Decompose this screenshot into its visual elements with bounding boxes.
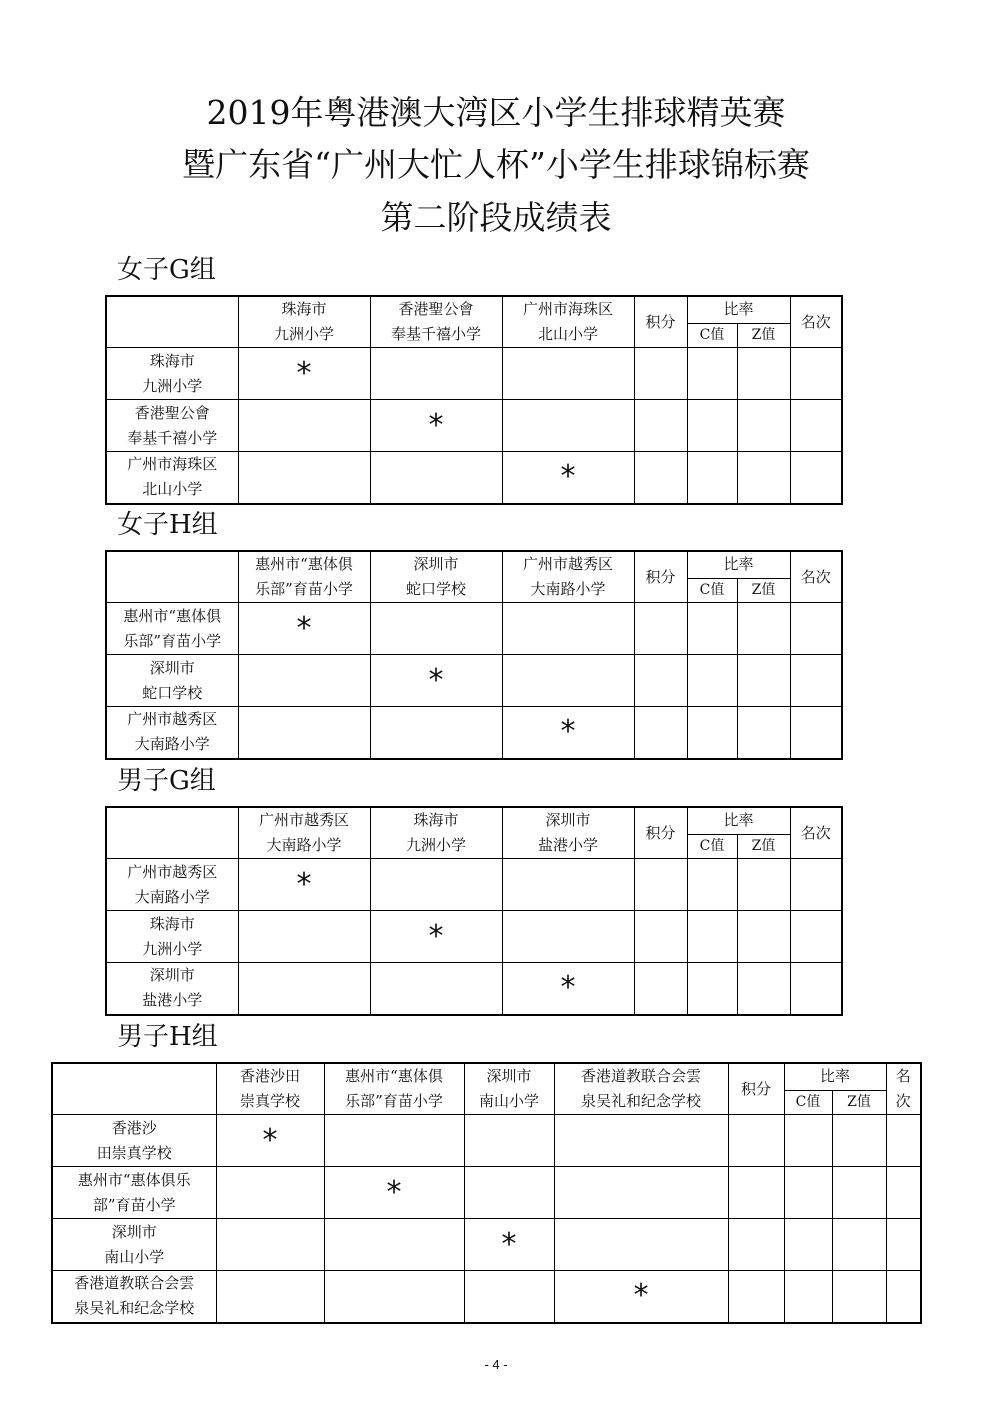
page-number: - 4 - — [484, 1357, 508, 1372]
z-value-cell — [737, 707, 790, 759]
cell-line-1: 深圳市 — [413, 555, 459, 573]
self-match-cell: * — [464, 1219, 554, 1271]
z-value-cell — [737, 452, 790, 504]
z-value-header: Z值 — [737, 834, 790, 858]
corner-cell — [106, 551, 238, 603]
points-cell — [728, 1167, 784, 1219]
table-row — [52, 1167, 921, 1219]
rank-cell — [790, 859, 842, 911]
cell-line-1: 深圳市 — [149, 966, 195, 985]
match-result-cell — [216, 1271, 324, 1323]
corner-cell — [52, 1063, 216, 1115]
points-cell — [634, 452, 687, 504]
cell-line-1: 香港聖公會 — [134, 403, 210, 422]
cell-line-2: 大南路小学 — [134, 735, 210, 754]
row-header-team — [106, 400, 238, 452]
table-row — [106, 707, 842, 759]
match-result-cell — [324, 1271, 464, 1323]
table-row — [106, 963, 842, 1015]
match-result-cell — [216, 1167, 324, 1219]
z-value-cell — [832, 1167, 886, 1219]
match-result-cell — [238, 707, 370, 759]
match-result-cell — [238, 400, 370, 452]
cell-line-1: 深圳市 — [545, 811, 591, 829]
points-cell — [634, 911, 687, 963]
ratio-header: 比率 — [784, 1063, 886, 1090]
cell-line-1: 珠海市 — [413, 811, 459, 829]
c-value-header: C值 — [784, 1090, 832, 1114]
cell-line-2: 南山小学 — [478, 1092, 539, 1110]
cell-line-2: 乐部”育苗小学 — [255, 580, 353, 598]
header-row — [52, 1063, 921, 1090]
column-header-team — [370, 296, 502, 348]
self-match-cell: * — [370, 911, 502, 963]
results-table — [105, 806, 843, 1016]
table-row — [106, 348, 842, 400]
row-header-team — [52, 1115, 216, 1167]
cell-line-2: 九洲小学 — [142, 939, 203, 958]
match-result-cell — [554, 1167, 728, 1219]
cell-line-2: 南山小学 — [104, 1247, 165, 1266]
column-header-team — [370, 551, 502, 603]
doc-title-line3: 第二阶段成绩表 — [380, 198, 612, 237]
cell-line-1: 广州市越秀区 — [258, 811, 349, 829]
header-row — [106, 807, 842, 834]
c-value-cell — [687, 859, 737, 911]
match-result-cell — [370, 603, 502, 655]
cell-line-2: 盐港小学 — [537, 836, 598, 854]
column-header-team — [238, 807, 370, 859]
points-cell — [728, 1219, 784, 1271]
column-header-team — [216, 1063, 324, 1115]
row-header-team — [106, 603, 238, 655]
cell-line-1: 惠州市“惠体俱 — [255, 555, 353, 573]
cell-line-2: 盐港小学 — [142, 991, 203, 1010]
cell-line-2: 奉基千禧小学 — [127, 428, 218, 447]
match-result-cell — [238, 911, 370, 963]
points-cell — [634, 348, 687, 400]
points-header: 积分 — [634, 296, 687, 348]
table-row — [106, 452, 842, 504]
c-value-header: C值 — [687, 578, 737, 602]
corner-cell — [106, 807, 238, 859]
self-match-cell: * — [216, 1115, 324, 1167]
match-result-cell — [502, 859, 634, 911]
match-result-cell — [216, 1219, 324, 1271]
cell-line-2: 大南路小学 — [266, 836, 342, 854]
match-result-cell — [502, 911, 634, 963]
match-result-cell — [502, 655, 634, 707]
cell-line-1: 深圳市 — [486, 1067, 532, 1085]
group-label: 女子G组 — [117, 255, 216, 285]
match-result-cell — [502, 603, 634, 655]
rank-cell — [790, 603, 842, 655]
cell-line-2: 泉吴礼和纪念学校 — [74, 1299, 195, 1318]
c-value-cell — [784, 1219, 832, 1271]
ratio-header: 比率 — [687, 296, 790, 323]
cell-line-1: 广州市越秀区 — [127, 710, 218, 729]
match-result-cell — [464, 1271, 554, 1323]
cell-line-1: 珠海市 — [149, 351, 195, 370]
rank-cell — [790, 452, 842, 504]
table-row — [106, 655, 842, 707]
c-value-cell — [687, 911, 737, 963]
match-result-cell — [554, 1115, 728, 1167]
self-match-cell: * — [502, 452, 634, 504]
rank-cell — [886, 1271, 921, 1323]
rank-cell — [790, 963, 842, 1015]
self-match-cell: * — [238, 859, 370, 911]
match-result-cell — [370, 859, 502, 911]
cell-line-2: 乐部”育苗小学 — [345, 1092, 443, 1110]
rank-header: 名次 — [790, 807, 842, 859]
cell-line-2: 泉吴礼和纪念学校 — [580, 1092, 701, 1110]
z-value-cell — [737, 348, 790, 400]
points-cell — [728, 1271, 784, 1323]
rank-cell — [790, 348, 842, 400]
c-value-cell — [687, 963, 737, 1015]
z-value-cell — [832, 1271, 886, 1323]
rank-cell — [790, 400, 842, 452]
corner-cell — [106, 296, 238, 348]
row-header-team — [106, 348, 238, 400]
cell-line-1: 珠海市 — [281, 300, 327, 318]
ratio-header: 比率 — [687, 551, 790, 578]
column-header-team — [464, 1063, 554, 1115]
rank-cell — [886, 1219, 921, 1271]
z-value-cell — [737, 859, 790, 911]
cell-line-2: 蛇口学校 — [142, 683, 203, 702]
c-value-header: C值 — [687, 834, 737, 858]
z-value-cell — [737, 655, 790, 707]
row-header-team — [106, 452, 238, 504]
cell-line-1: 惠州市“惠体俱 — [345, 1067, 443, 1085]
cell-line-2: 九洲小学 — [405, 836, 466, 854]
points-cell — [634, 707, 687, 759]
rank-header — [886, 1063, 921, 1115]
z-value-cell — [832, 1115, 886, 1167]
match-result-cell — [238, 655, 370, 707]
cell-line-1: 深圳市 — [111, 1222, 157, 1241]
cell-line-2: 大南路小学 — [530, 580, 606, 598]
table-row — [52, 1115, 921, 1167]
points-header: 积分 — [634, 807, 687, 859]
cell-line-2: 崇真学校 — [239, 1092, 300, 1110]
rank-cell — [790, 911, 842, 963]
match-result-cell — [370, 963, 502, 1015]
self-match-cell: * — [554, 1271, 728, 1323]
c-value-cell — [784, 1115, 832, 1167]
cell-line-1: 广州市越秀区 — [522, 555, 613, 573]
rank-cell — [886, 1167, 921, 1219]
points-header: 积分 — [728, 1063, 784, 1115]
cell-line-2: 部”育苗小学 — [92, 1195, 176, 1214]
table-row — [106, 911, 842, 963]
rank-header: 名次 — [790, 551, 842, 603]
c-value-cell — [784, 1167, 832, 1219]
cell-line-2: 蛇口学校 — [405, 580, 466, 598]
z-value-header: Z值 — [832, 1090, 886, 1114]
match-result-cell — [464, 1115, 554, 1167]
c-value-cell — [687, 348, 737, 400]
z-value-cell — [737, 911, 790, 963]
cell-line-2: 大南路小学 — [134, 887, 210, 906]
match-result-cell — [554, 1219, 728, 1271]
match-result-cell — [370, 348, 502, 400]
z-value-cell — [737, 603, 790, 655]
cell-line-1: 广州市海珠区 — [522, 300, 613, 318]
cell-line-1: 香港道教联合会雲 — [580, 1067, 701, 1085]
points-cell — [634, 400, 687, 452]
column-header-team — [502, 551, 634, 603]
points-cell — [634, 963, 687, 1015]
column-header-team — [238, 551, 370, 603]
ratio-header: 比率 — [687, 807, 790, 834]
z-value-header: Z值 — [737, 578, 790, 602]
z-value-cell — [737, 963, 790, 1015]
rank-header: 名次 — [790, 296, 842, 348]
group-label: 男子G组 — [117, 766, 216, 796]
group-label: 男子H组 — [117, 1022, 218, 1052]
column-header-team — [324, 1063, 464, 1115]
doc-title-line1: 2019年粤港澳大湾区小学生排球精英赛 — [206, 93, 786, 132]
table-row — [52, 1219, 921, 1271]
header-row — [106, 551, 842, 578]
cell-line-1: 惠州市“惠体俱乐 — [77, 1170, 191, 1189]
c-value-header: C值 — [687, 323, 737, 347]
match-result-cell — [370, 707, 502, 759]
row-header-team — [52, 1167, 216, 1219]
rank-header-char-1: 名 — [895, 1067, 911, 1085]
results-table — [51, 1062, 922, 1324]
cell-line-2: 九洲小学 — [142, 376, 203, 395]
cell-line-1: 广州市越秀区 — [127, 862, 218, 881]
rank-cell — [790, 655, 842, 707]
cell-line-1: 广州市海珠区 — [127, 455, 218, 474]
self-match-cell: * — [370, 400, 502, 452]
z-value-cell — [832, 1219, 886, 1271]
column-header-team — [502, 296, 634, 348]
column-header-team — [238, 296, 370, 348]
cell-line-2: 乐部”育苗小学 — [123, 631, 222, 650]
row-header-team — [52, 1219, 216, 1271]
cell-line-2: 北山小学 — [537, 325, 598, 343]
match-result-cell — [324, 1219, 464, 1271]
row-header-team — [52, 1271, 216, 1323]
row-header-team — [106, 655, 238, 707]
match-result-cell — [324, 1115, 464, 1167]
column-header-team — [502, 807, 634, 859]
self-match-cell: * — [238, 348, 370, 400]
column-header-team — [370, 807, 502, 859]
c-value-cell — [687, 452, 737, 504]
table-row — [106, 400, 842, 452]
cell-line-1: 珠海市 — [149, 914, 195, 933]
row-header-team — [106, 963, 238, 1015]
results-table — [105, 295, 843, 505]
cell-line-1: 深圳市 — [149, 658, 195, 677]
table-row — [106, 859, 842, 911]
match-result-cell — [370, 452, 502, 504]
points-cell — [634, 603, 687, 655]
match-result-cell — [502, 400, 634, 452]
rank-cell — [790, 707, 842, 759]
points-cell — [728, 1115, 784, 1167]
c-value-cell — [687, 707, 737, 759]
cell-line-2: 奉基千禧小学 — [390, 325, 481, 343]
cell-line-2: 北山小学 — [142, 480, 203, 499]
row-header-team — [106, 707, 238, 759]
header-row — [106, 296, 842, 323]
c-value-cell — [687, 655, 737, 707]
z-value-cell — [737, 400, 790, 452]
table-row — [106, 603, 842, 655]
self-match-cell: * — [502, 963, 634, 1015]
table-row — [52, 1271, 921, 1323]
rank-cell — [886, 1115, 921, 1167]
cell-line-1: 香港沙 — [111, 1118, 157, 1137]
c-value-cell — [687, 603, 737, 655]
group-label: 女子H组 — [117, 510, 218, 540]
match-result-cell — [464, 1167, 554, 1219]
row-header-team — [106, 911, 238, 963]
cell-line-1: 香港聖公會 — [398, 300, 474, 318]
c-value-cell — [784, 1271, 832, 1323]
results-table — [105, 550, 843, 760]
c-value-cell — [687, 400, 737, 452]
rank-header-char-2: 次 — [895, 1092, 911, 1110]
self-match-cell: * — [238, 603, 370, 655]
self-match-cell: * — [502, 707, 634, 759]
row-header-team — [106, 859, 238, 911]
cell-line-2: 九洲小学 — [273, 325, 334, 343]
points-cell — [634, 655, 687, 707]
cell-line-1: 惠州市“惠体俱 — [123, 606, 222, 625]
points-header: 积分 — [634, 551, 687, 603]
cell-line-1: 香港沙田 — [239, 1067, 300, 1085]
column-header-team — [554, 1063, 728, 1115]
match-result-cell — [238, 452, 370, 504]
match-result-cell — [238, 963, 370, 1015]
z-value-header: Z值 — [737, 323, 790, 347]
self-match-cell: * — [324, 1167, 464, 1219]
cell-line-2: 田崇真学校 — [96, 1143, 172, 1162]
doc-title-line2: 暨广东省“广州大忙人杯”小学生排球锦标赛 — [182, 145, 810, 184]
match-result-cell — [502, 348, 634, 400]
cell-line-1: 香港道教联合会雲 — [74, 1274, 195, 1293]
self-match-cell: * — [370, 655, 502, 707]
points-cell — [634, 859, 687, 911]
